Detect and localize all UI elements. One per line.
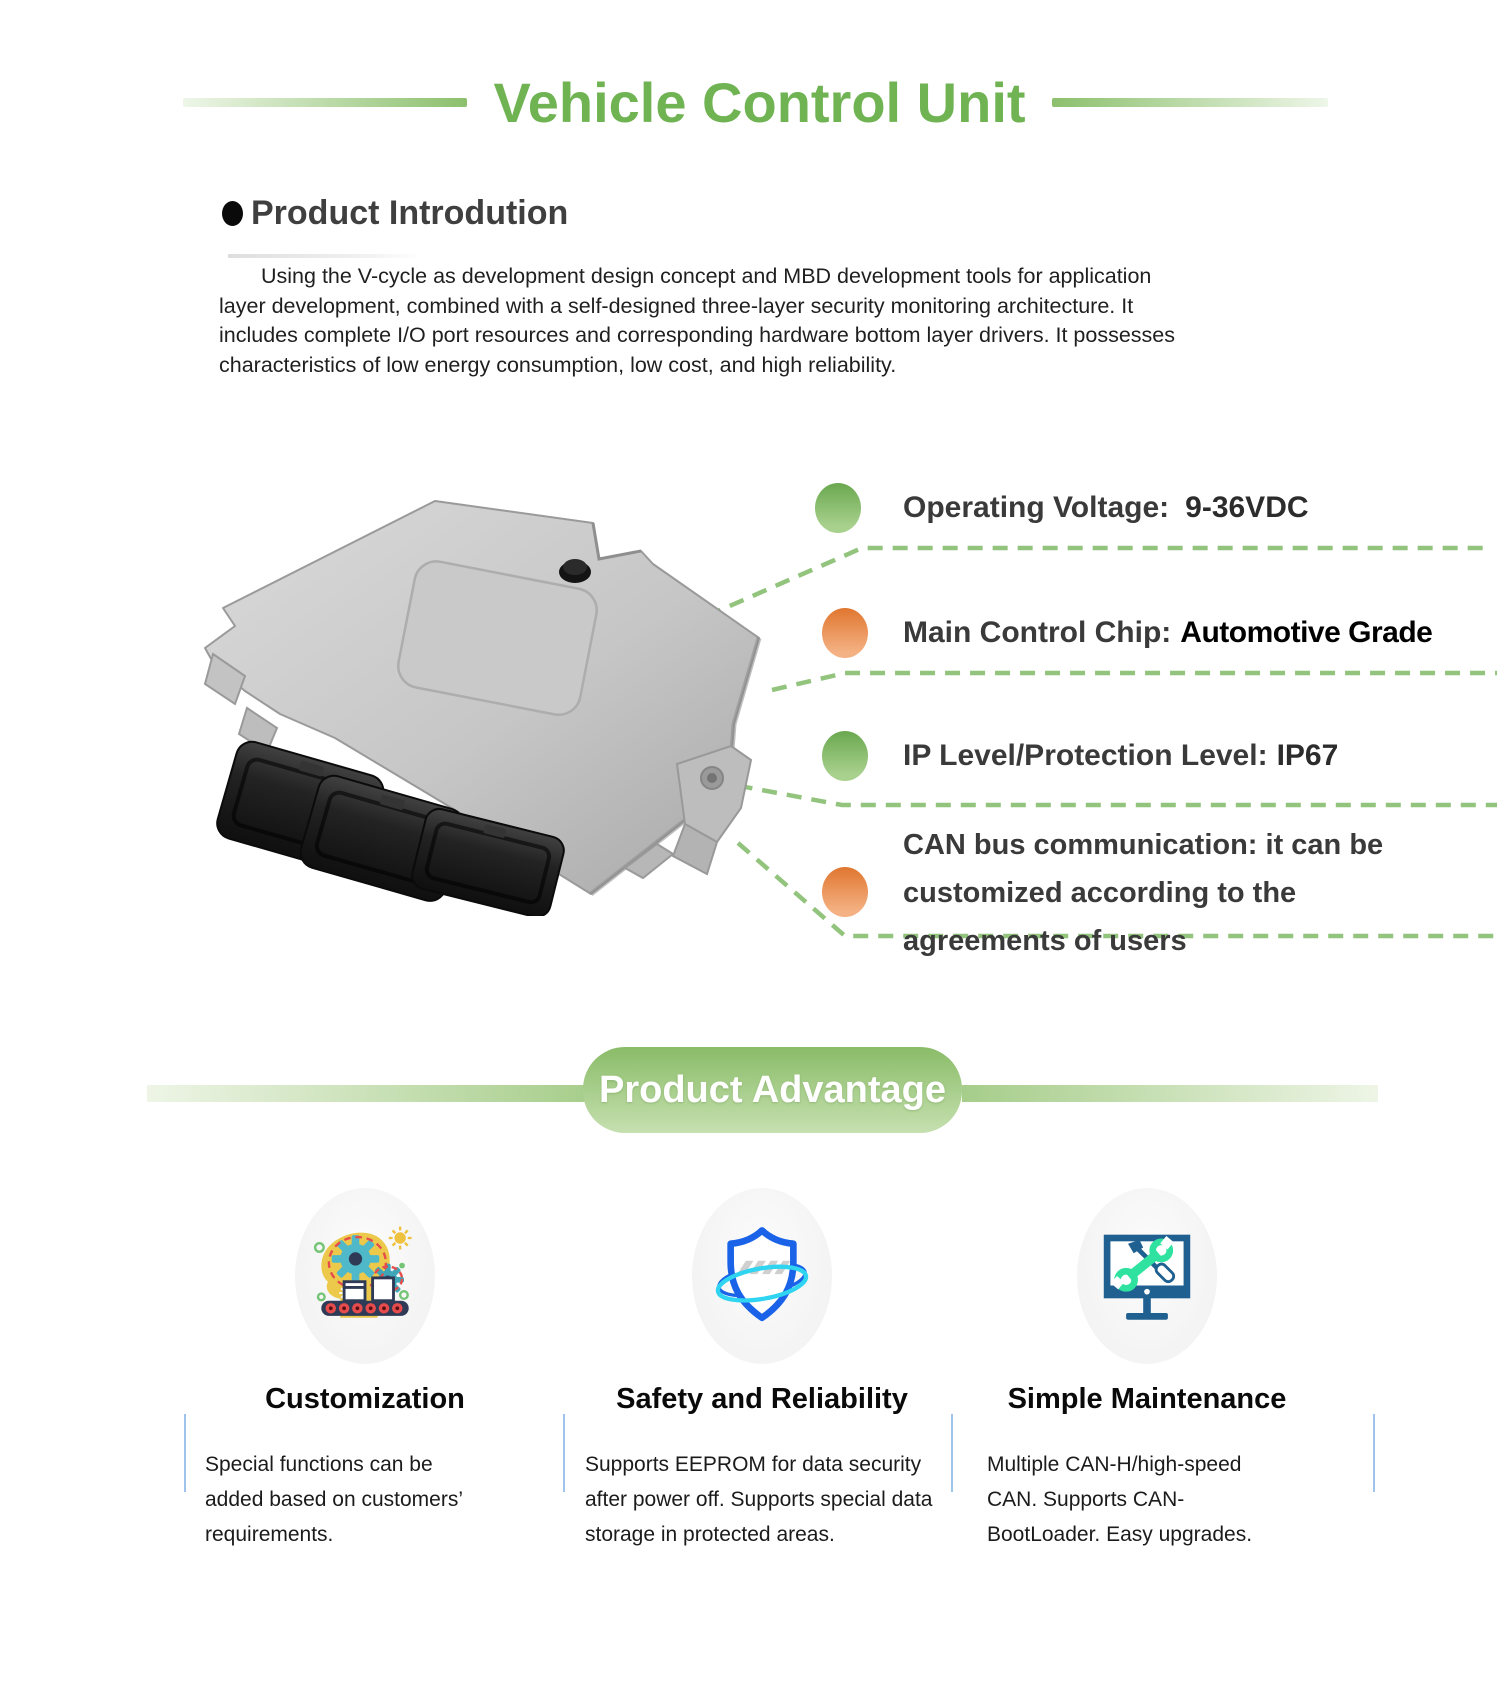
feature-line: customized according to the <box>903 877 1297 909</box>
feature-ip-level <box>903 736 1338 776</box>
bullet-icon <box>222 201 243 226</box>
title-row <box>0 70 1511 135</box>
description-line: Special functions can be <box>205 1453 433 1476</box>
hero-section <box>0 420 1511 990</box>
description-line: Multiple CAN-H/high-speed <box>987 1453 1242 1476</box>
description-line: added based on customers’ <box>205 1488 463 1511</box>
advantage-title: Customization <box>265 1383 465 1415</box>
intro-paragraph <box>219 262 1229 380</box>
feature-value: IP67 <box>1276 739 1339 772</box>
paragraph-line: includes complete I/O port resources and corresponding hardware bottom layer drivers. It possesses <box>219 323 1176 347</box>
feature-can-bus <box>903 821 1463 965</box>
paragraph-line: characteristics of low energy consumption, low cost, and high reliability. <box>219 352 897 377</box>
feature-operating-voltage <box>903 488 1309 528</box>
description-line: storage in protected areas. <box>585 1523 835 1546</box>
advantage-description <box>205 1447 505 1552</box>
green-dot-icon <box>822 731 868 781</box>
green-dot-icon <box>815 483 861 533</box>
advantage-icon-circle <box>1077 1188 1217 1364</box>
feature-value: Automotive Grade <box>1180 616 1433 649</box>
paragraph-line: layer development, combined with a self-designed three-layer security monitoring architecture. It <box>219 293 1134 318</box>
description-line: after power off. Supports special data <box>585 1488 933 1511</box>
advantage-title: Simple Maintenance <box>1007 1383 1287 1415</box>
intro-heading-underline <box>228 254 423 258</box>
orange-dot-icon <box>822 867 868 917</box>
intro-heading <box>222 194 568 233</box>
description-divider <box>563 1414 565 1492</box>
title-accent-line-right <box>1052 98 1328 107</box>
advantage-icon-circle <box>295 1188 435 1364</box>
description-divider <box>951 1414 953 1492</box>
feature-label: Operating Voltage: <box>903 491 1170 524</box>
feature-line: agreements of users <box>903 925 1187 957</box>
advantage-description <box>987 1447 1267 1552</box>
shield-icon <box>705 1219 819 1333</box>
advantage-title: Safety and Reliability <box>616 1383 908 1415</box>
feature-label: IP Level/Protection Level: <box>903 739 1268 772</box>
paragraph-line: Using the V-cycle as development design concept and MBD development tools for application <box>261 264 1152 288</box>
product-image <box>185 476 805 916</box>
feature-value: 9-36VDC <box>1185 491 1309 524</box>
description-divider <box>184 1414 186 1492</box>
advantage-banner-label: Product Advantage <box>599 1068 946 1111</box>
feature-label: Main Control Chip: <box>903 616 1172 649</box>
banner-bar-left <box>147 1085 597 1102</box>
intro-heading-label: Product Introdution <box>251 194 569 232</box>
customization-icon <box>308 1219 422 1333</box>
orange-dot-icon <box>822 608 868 658</box>
banner-bar-right <box>962 1085 1378 1102</box>
advantage-banner <box>583 1047 962 1133</box>
advantage-icon-circle <box>692 1188 832 1364</box>
advantage-description <box>585 1447 945 1552</box>
description-line: BootLoader. Easy upgrades. <box>987 1523 1253 1546</box>
monitor-tools-icon <box>1090 1219 1204 1333</box>
title-accent-line-left <box>183 98 467 107</box>
page-title: Vehicle Control Unit <box>493 71 1026 134</box>
description-divider <box>1373 1414 1375 1492</box>
feature-line: CAN bus communication: it can be <box>903 829 1384 861</box>
description-line: CAN. Supports CAN- <box>987 1488 1185 1511</box>
feature-main-control-chip <box>903 613 1432 653</box>
description-line: requirements. <box>205 1523 334 1546</box>
description-line: Supports EEPROM for data security <box>585 1453 922 1476</box>
